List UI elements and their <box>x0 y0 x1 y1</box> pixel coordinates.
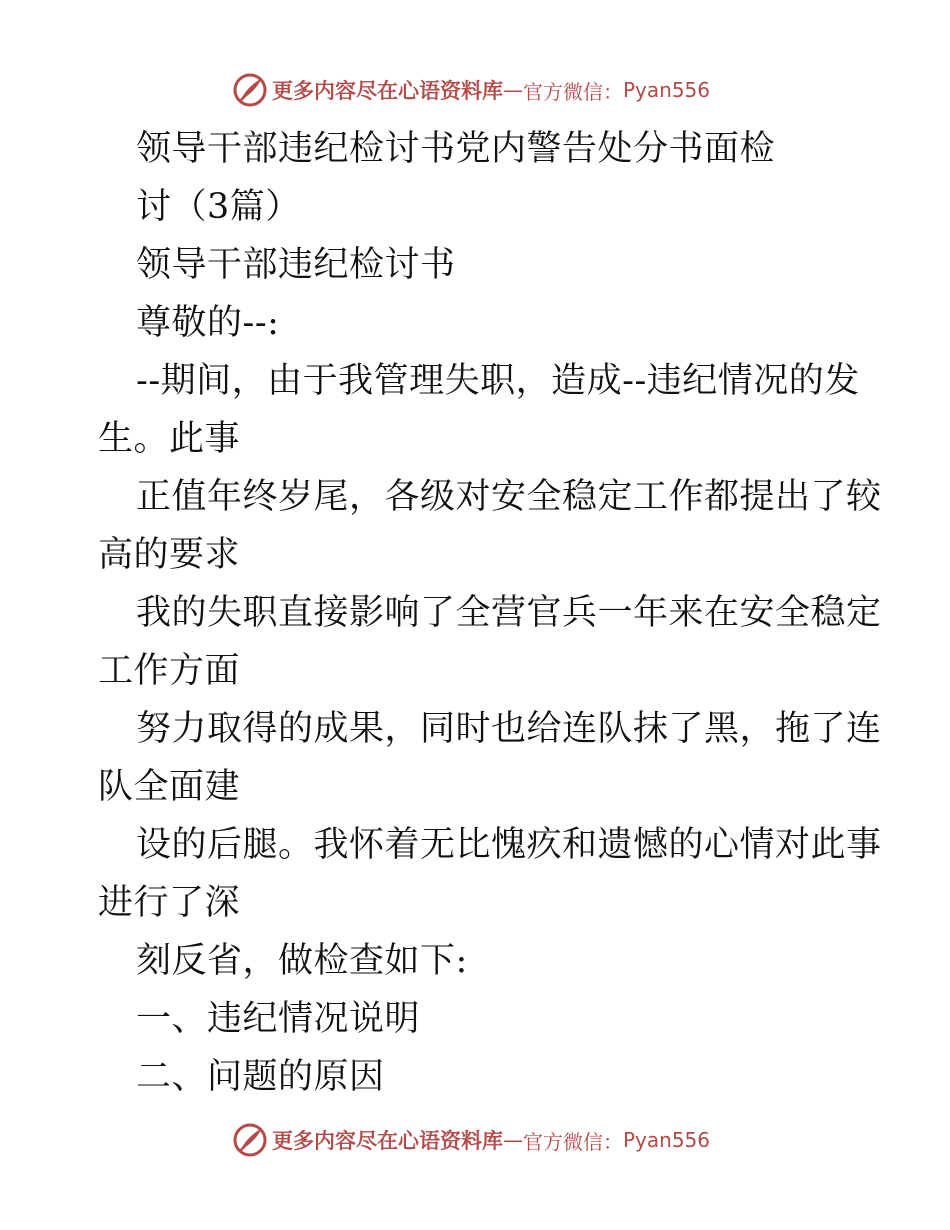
doc-title-line-2: 讨（3篇） <box>136 187 301 227</box>
doc-paragraph-line: 生。此事 <box>98 419 241 459</box>
feather-pen-logo-icon <box>232 1122 268 1158</box>
doc-paragraph-line: 刻反省，做检查如下: <box>136 941 468 981</box>
doc-section-heading-1: 一、违纪情况说明 <box>136 999 421 1039</box>
watermark-wechat-id: Pyan556 <box>623 78 711 102</box>
doc-section-heading-2: 二、问题的原因 <box>136 1057 385 1097</box>
doc-paragraph-line: 进行了深 <box>98 883 241 923</box>
watermark-brand-text: 更多内容尽在心语资料库 <box>272 78 503 103</box>
doc-subtitle: 领导干部违纪检讨书 <box>136 245 456 285</box>
watermark-official-label: 官方微信： <box>523 1129 623 1154</box>
document-body <box>98 120 882 1106</box>
doc-paragraph-line: --期间，由于我管理失职，造成--违纪情况的发 <box>136 361 860 401</box>
watermark-wechat-id: Pyan556 <box>623 1128 711 1152</box>
footer-watermark <box>232 1120 710 1160</box>
doc-paragraph-line: 努力取得的成果，同时也给连队抹了黑，拖了连 <box>136 709 882 749</box>
doc-paragraph-line: 我的失职直接影响了全营官兵一年来在安全稳定 <box>136 593 882 633</box>
watermark-official-label: 官方微信： <box>523 79 623 104</box>
doc-paragraph-line: 队全面建 <box>98 767 241 807</box>
doc-paragraph-line: 工作方面 <box>98 651 241 691</box>
watermark-brand-text: 更多内容尽在心语资料库 <box>272 1128 503 1153</box>
header-watermark <box>232 70 710 110</box>
watermark-separator: — <box>503 1128 523 1152</box>
doc-title-line-1: 领导干部违纪检讨书党内警告处分书面检 <box>136 129 776 169</box>
watermark-separator: — <box>503 78 523 102</box>
doc-paragraph-line: 正值年终岁尾，各级对安全稳定工作都提出了较 <box>136 477 882 517</box>
doc-salutation: 尊敬的--: <box>136 303 280 343</box>
doc-paragraph-line: 高的要求 <box>98 535 241 575</box>
feather-pen-logo-icon <box>232 72 268 108</box>
doc-paragraph-line: 设的后腿。我怀着无比愧疚和遗憾的心情对此事 <box>136 825 882 865</box>
